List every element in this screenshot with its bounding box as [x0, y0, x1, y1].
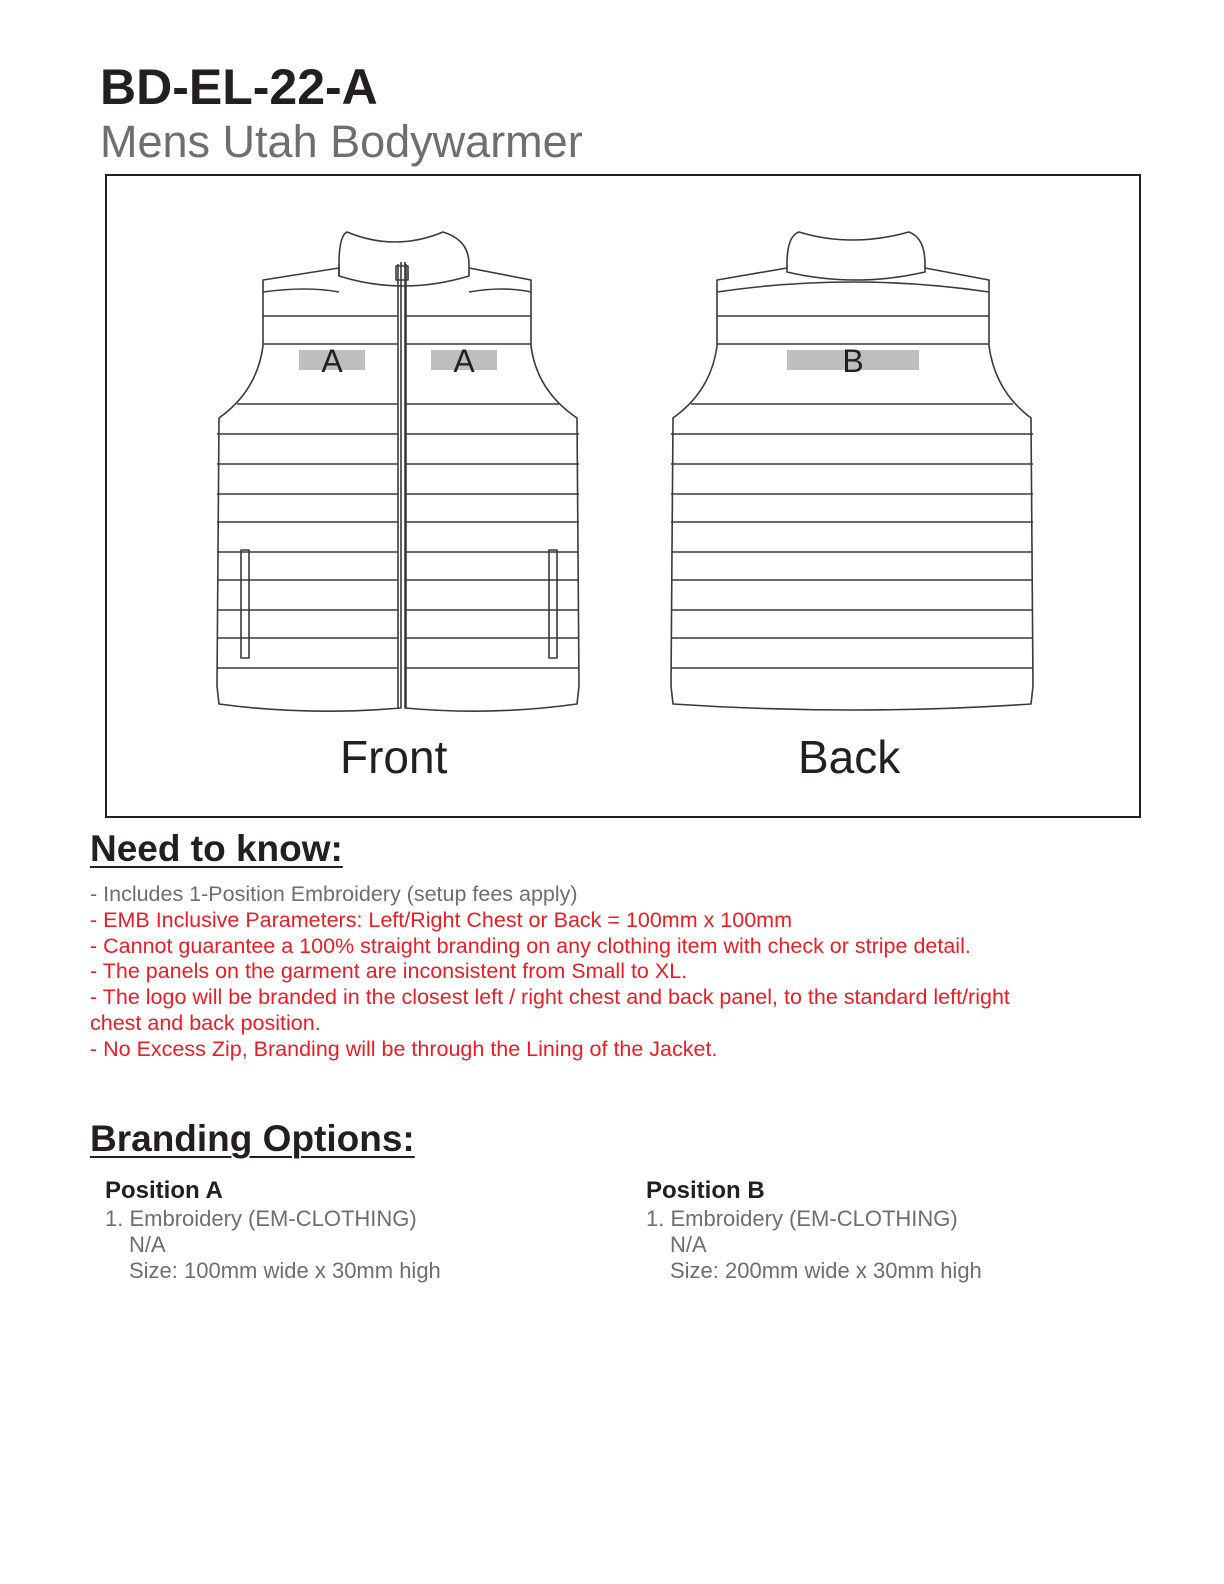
note-line: - Cannot guarantee a 100% straight branding on any clothing item with check or stripe detail.: [90, 933, 971, 958]
note-line: - The logo will be branded in the closest left / right chest and back panel, to the standard left/right: [90, 985, 1010, 1010]
zone-a-left-label: A: [321, 343, 343, 379]
note-line: - EMB Inclusive Parameters: Left/Right Chest or Back = 100mm x 100mm: [90, 907, 792, 932]
front-vest-illustration: [217, 232, 579, 711]
position-a-block: [105, 1178, 441, 1284]
position-a-method: 1. Embroidery (EM-CLOTHING): [105, 1206, 417, 1231]
product-name: Mens Utah Bodywarmer: [100, 116, 583, 167]
back-vest-illustration: [671, 232, 1033, 710]
product-code: BD-EL-22-A: [100, 59, 378, 115]
position-b-size: Size: 200mm wide x 30mm high: [670, 1258, 982, 1283]
need-to-know-heading: Need to know:: [90, 828, 343, 869]
note-line: - No Excess Zip, Branding will be through the Lining of the Jacket.: [90, 1036, 718, 1061]
position-b-title: Position B: [646, 1177, 765, 1204]
garment-drawing-frame: [105, 174, 1141, 818]
zone-b-label: B: [842, 343, 864, 379]
note-line: - Includes 1-Position Embroidery (setup fees apply): [90, 882, 578, 906]
position-a-detail: N/A: [129, 1232, 166, 1257]
note-line: - The panels on the garment are inconsistent from Small to XL.: [90, 959, 688, 984]
position-b-block: [646, 1178, 982, 1284]
need-to-know-list: [90, 882, 1130, 1063]
front-view-label: Front: [340, 731, 448, 783]
note-line: chest and back position.: [90, 1010, 321, 1035]
back-view-label: Back: [798, 731, 901, 783]
branding-options-heading: Branding Options:: [90, 1118, 415, 1159]
position-b-detail: N/A: [670, 1232, 707, 1257]
vest-technical-drawing: [107, 176, 1143, 820]
position-b-method: 1. Embroidery (EM-CLOTHING): [646, 1206, 958, 1231]
position-a-size: Size: 100mm wide x 30mm high: [129, 1258, 441, 1283]
zone-a-right-label: A: [453, 343, 475, 379]
position-a-title: Position A: [105, 1177, 223, 1204]
